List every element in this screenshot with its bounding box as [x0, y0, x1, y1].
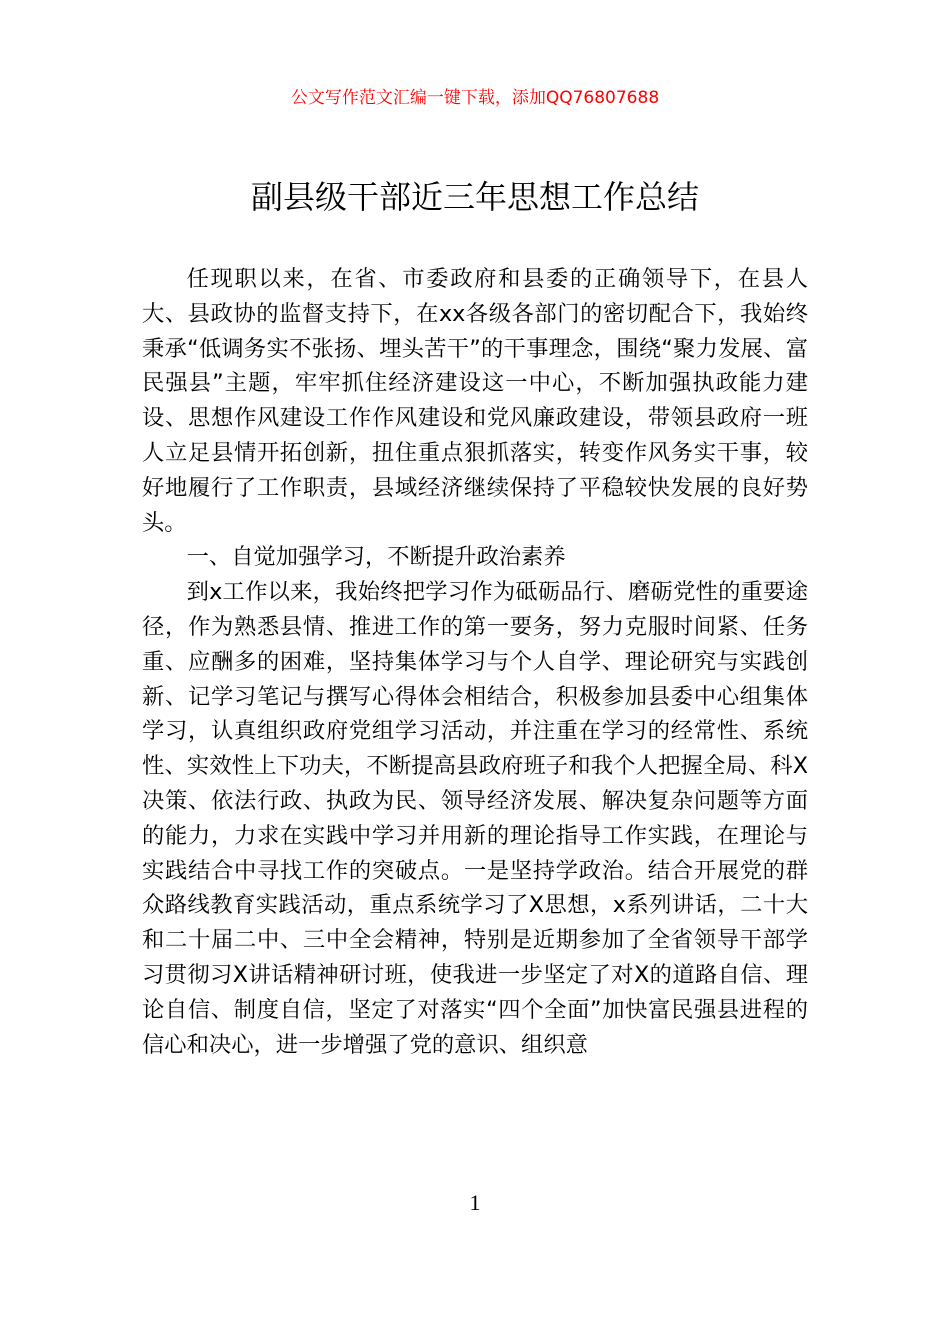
header-watermark-note: 公文写作范文汇编一键下载，添加QQ76807688 — [290, 88, 660, 108]
section-heading-1: 一、自觉加强学习，不断提升政治素养 — [186, 544, 566, 571]
section-1-paragraph: 到x工作以来，我始终把学习作为砥砺品行、磨砺党性的重要途径，作为熟悉县情、推进工作的第一要务，努力克服时间紧、任务重、应酬多的困难，坚持集体学习与个人自学、理论研究与实践创新、记学习笔记与撰写心得体会相结合，积极参加县委中心组集体学习，认真组织政府党组学习活动，并注重在学习的经常性、系统性、实效性上下功夫，不断提高县政府班子和我个人把握全局、科X决策、依法行政、执政为民、领导经济发展、解决复杂问题等方面的能力，力求在实践中学习并用新的理论指导工作实践，在理论与实践结合中寻找工作的突破点。一是坚持学政治。结合开展党的群众路线教育实践活动，重点系统学习了X思想，x系列讲话，二十大和二十届二中、三中全会精神，特别是近期参加了全省领导干部学习贯彻习X讲话精神研讨班，使我进一步坚定了对X的道路自信、理论自信、制度自信，坚定了对落实“四个全面”加快富民强县进程的信心和决心，进一步增强了党的意识、组织意 — [142, 579, 808, 1058]
page-number: 1 — [469, 1190, 481, 1215]
document-body — [142, 262, 808, 1062]
document-title: 副县级干部近三年思想工作总结 — [250, 178, 699, 216]
intro-paragraph: 任现职以来，在省、市委政府和县委的正确领导下，在县人大、县政协的监督支持下，在xx各级各部门的密切配合下，我始终秉承“低调务实不张扬、埋头苦干”的干事理念，围绕“聚力发展、富民强县”主题，牢牢抓住经济建设这一中心，不断加强执政能力建设、思想作风建设工作作风建设和党风廉政建设，带领县政府一班人立足县情开拓创新，扭住重点狠抓落实，转变作风务实干事，较好地履行了工作职责，县域经济继续保持了平稳较快发展的良好势头。 — [142, 266, 808, 536]
